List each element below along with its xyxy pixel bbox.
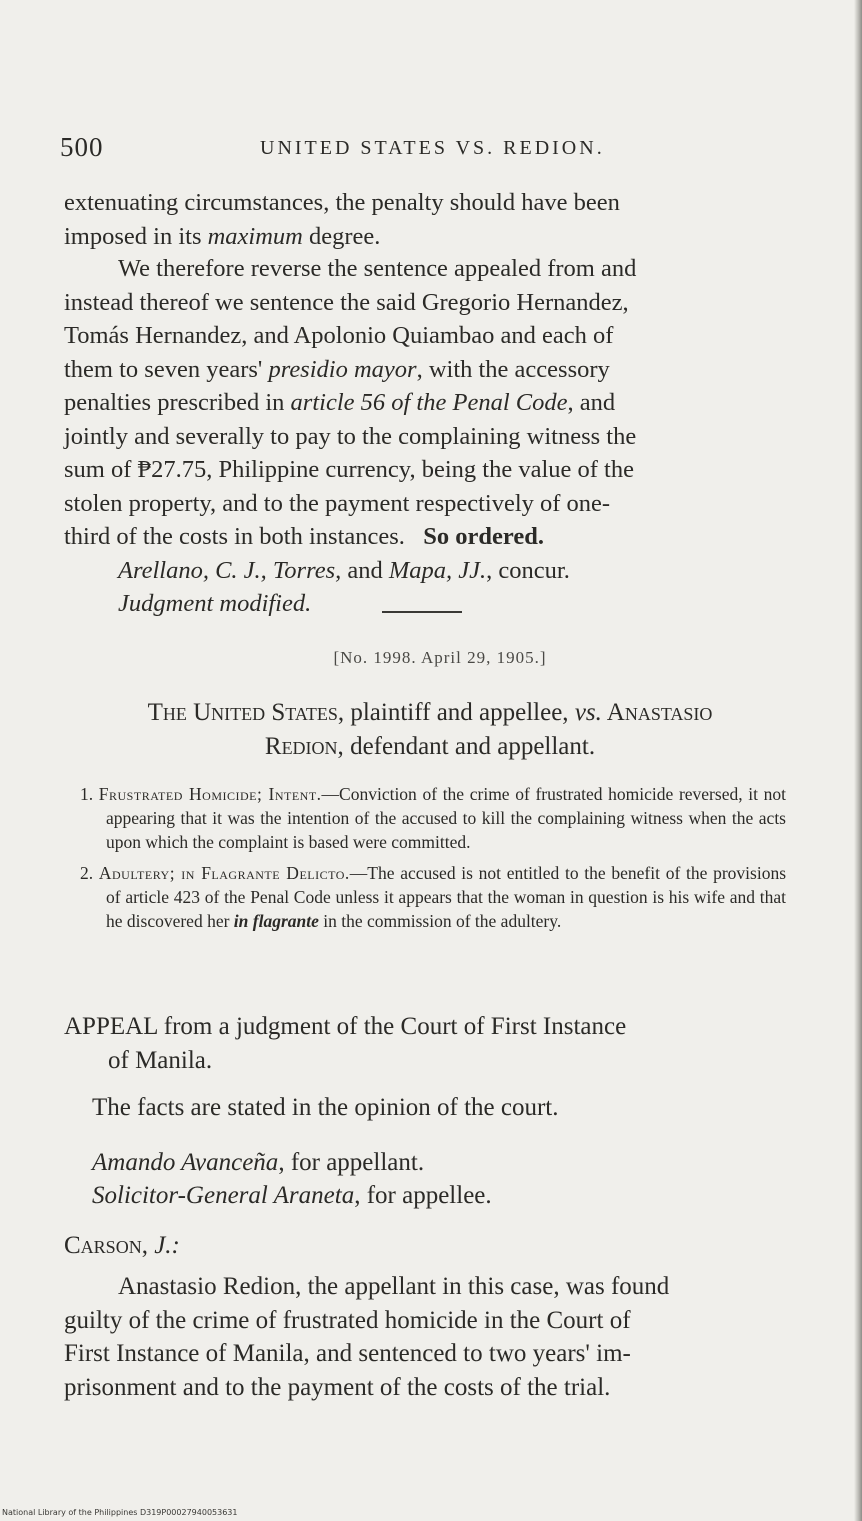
disposition: Judgment modified. xyxy=(118,590,312,617)
prior-case-paragraph-1: extenuating circumstances, the penalty should have been imposed in its maximum degree. xyxy=(64,189,620,250)
page-header xyxy=(60,132,780,168)
syllabus xyxy=(64,782,786,940)
section-divider xyxy=(382,611,462,613)
prior-case-paragraph-2: We therefore reverse the sentence appealed from and instead thereof we sentence the said Gregorio Hernandez, Tomás Hernandez, and Apolonio Quiambao and each of them to seven years' presidio mayor, with the accessory penalties prescribed in article 56 of the Penal Code, and jointly and severally to pay to the complaining witness the sum of ₱27.75, Philippine currency, being the value of the stolen property, and to the payment respectively of one- third of the costs in both instances. So ordered. Arellano, C. J., Torres, and Mapa, JJ., concur. Judgment modified. xyxy=(64,252,786,621)
concurrence: Arellano, C. J., Torres, and Mapa, JJ., concur. xyxy=(118,556,570,584)
opinion-text: Anastasio Redion, the appellant in this case, was found guilty of the crime of frustrated homicide in the Court of First Instance of Manila, and sentenced to two years' im- prisonment and to the payment of the costs of the trial. xyxy=(64,1273,670,1401)
scan-footer: National Library of the Philippines D319P00027940053631 xyxy=(2,1508,238,1517)
appeal-statement: APPEAL from a judgment of the Court of First Instance of Manila. xyxy=(64,1013,627,1074)
page-number: 500 xyxy=(60,132,104,162)
counsel-list xyxy=(92,1146,492,1212)
syllabus-item: 1. Frustrated Homicide; Intent.—Conviction of the crime of frustrated homicide reversed, it not appearing that it was the intention of the accused to kill the complaining witness when the acts upon which the complaint is based were committed. xyxy=(80,784,786,852)
counsel-appellant: Amando Avanceña, for appellant. xyxy=(92,1149,425,1176)
facts-statement: The facts are stated in the opinion of the court. xyxy=(92,1094,559,1121)
syllabus-item: 2. Adultery; in Flagrante Delicto.—The accused is not entitled to the benefit of the provisions of article 423 of the Penal Code unless it appears that the woman in question is his wife and that he discovered her in flagrante in the commission of the adultery. xyxy=(80,863,787,931)
counsel-appellee: Solicitor-General Araneta, for appellee. xyxy=(92,1182,492,1209)
case-title: The United States, plaintiff and appellee, vs. Anastasio Redion, defendant and appellant. xyxy=(147,699,713,760)
docket-number: [No. 1998. April 29, 1905.] xyxy=(333,648,547,667)
page-edge-shadow xyxy=(854,0,862,1521)
running-head: UNITED STATES VS. REDION. xyxy=(260,137,605,159)
opinion-author: Carson, J.: xyxy=(64,1232,180,1259)
